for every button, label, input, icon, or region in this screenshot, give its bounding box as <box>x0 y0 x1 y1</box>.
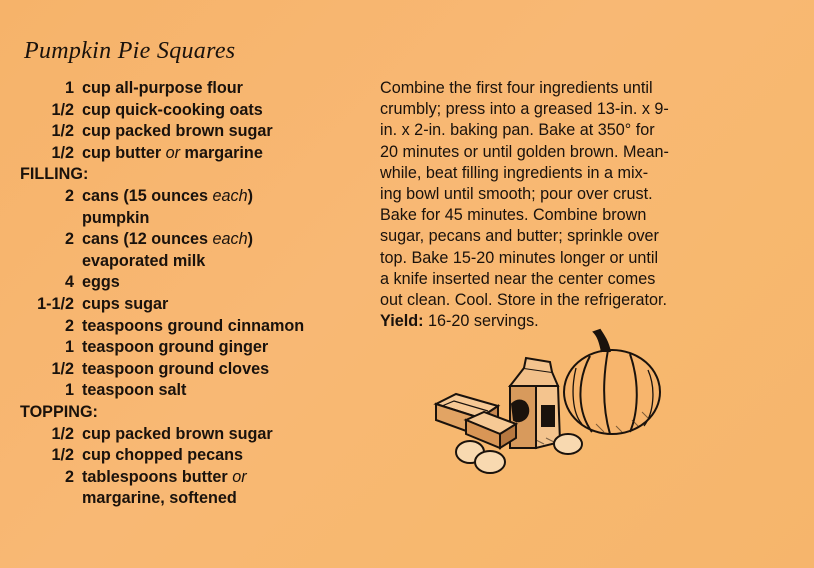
direction-line: Bake for 45 minutes. Combine brown <box>380 206 647 225</box>
direction-line: a knife inserted near the center comes <box>380 269 656 288</box>
ingredient-item: cup packed brown sugar <box>82 122 273 141</box>
direction-line: top. Bake 15-20 minutes longer or until <box>380 248 659 267</box>
carton-icon <box>510 358 560 448</box>
ingredient-qty: 1/2 <box>51 100 74 119</box>
filling-row <box>20 359 380 381</box>
ingredient-row <box>20 143 380 165</box>
filling-qty: 1 <box>64 338 74 357</box>
filling-row <box>20 186 380 208</box>
topping-qty: 2 <box>64 467 74 486</box>
filling-qty: 4 <box>64 273 74 292</box>
filling-item: teaspoons ground cinnamon <box>82 316 305 335</box>
filling-qty: 2 <box>64 230 74 249</box>
ingredient-qty: 1/2 <box>51 122 74 141</box>
filling-qty: 1-1/2 <box>37 294 74 313</box>
topping-qty: 1/2 <box>51 446 74 465</box>
filling-qty: 2 <box>64 316 74 335</box>
topping-header: TOPPING: <box>20 402 98 421</box>
direction-line: Combine the first four ingredients until <box>380 79 653 97</box>
direction-line: in. x 2-in. baking pan. Bake at 350° for <box>380 121 655 140</box>
direction-line: sugar, pecans and butter; sprinkle over <box>380 227 659 246</box>
filling-item: teaspoon salt <box>82 381 187 400</box>
filling-item: cans (12 ounces each) <box>82 230 253 249</box>
filling-row <box>20 229 380 251</box>
filling-item-cont: pumpkin <box>82 208 150 227</box>
topping-row <box>20 467 380 489</box>
pie-ingredients-illustration <box>426 328 676 488</box>
ingredient-item: cup butter or margarine <box>82 143 263 162</box>
filling-item-cont: evaporated milk <box>82 251 206 270</box>
filling-row <box>20 380 380 402</box>
filling-item: eggs <box>82 273 120 292</box>
ingredient-item: cup quick-cooking oats <box>82 100 263 119</box>
pumpkin-icon <box>564 330 660 434</box>
topping-row <box>20 424 380 446</box>
recipe-title: Pumpkin Pie Squares <box>24 38 236 64</box>
butter-icon <box>436 394 516 448</box>
filling-item: cans (15 ounces each) <box>82 186 253 205</box>
filling-header: FILLING: <box>20 165 89 184</box>
filling-item: teaspoon ground ginger <box>82 338 269 357</box>
direction-line: while, beat filling ingredients in a mix- <box>380 163 649 182</box>
ingredients-list <box>20 78 380 510</box>
topping-item: tablespoons butter or <box>82 467 247 486</box>
filling-row <box>20 294 380 316</box>
ingredient-row <box>20 100 380 122</box>
topping-qty: 1/2 <box>51 424 74 443</box>
filling-item: cups sugar <box>82 294 169 313</box>
ingredient-qty: 1 <box>64 79 74 97</box>
topping-item: cup packed brown sugar <box>82 424 273 443</box>
topping-item-cont: margarine, softened <box>82 489 237 508</box>
directions <box>380 78 720 332</box>
filling-row <box>20 337 380 359</box>
direction-line: crumbly; press into a greased 13-in. x 9- <box>380 100 669 119</box>
filling-qty: 1/2 <box>51 359 74 378</box>
yield-value: 16-20 servings. <box>427 312 539 331</box>
ingredient-qty: 1/2 <box>51 143 74 162</box>
filling-item: teaspoon ground cloves <box>82 359 270 378</box>
ingredient-row <box>20 121 380 143</box>
filling-qty: 2 <box>64 186 74 205</box>
ingredient-row <box>20 78 380 100</box>
direction-line: ing bowl until smooth; pour over crust. <box>380 185 653 204</box>
topping-item: cup chopped pecans <box>82 446 244 465</box>
filling-row <box>20 272 380 294</box>
filling-qty: 1 <box>64 381 74 400</box>
direction-line: 20 minutes or until golden brown. Mean- <box>380 142 669 161</box>
ingredient-item: cup all-purpose flour <box>82 79 243 97</box>
filling-row <box>20 316 380 338</box>
yield-label: Yield: <box>380 312 424 331</box>
direction-line: out clean. Cool. Store in the refrigerator. <box>380 291 668 310</box>
topping-row <box>20 445 380 467</box>
